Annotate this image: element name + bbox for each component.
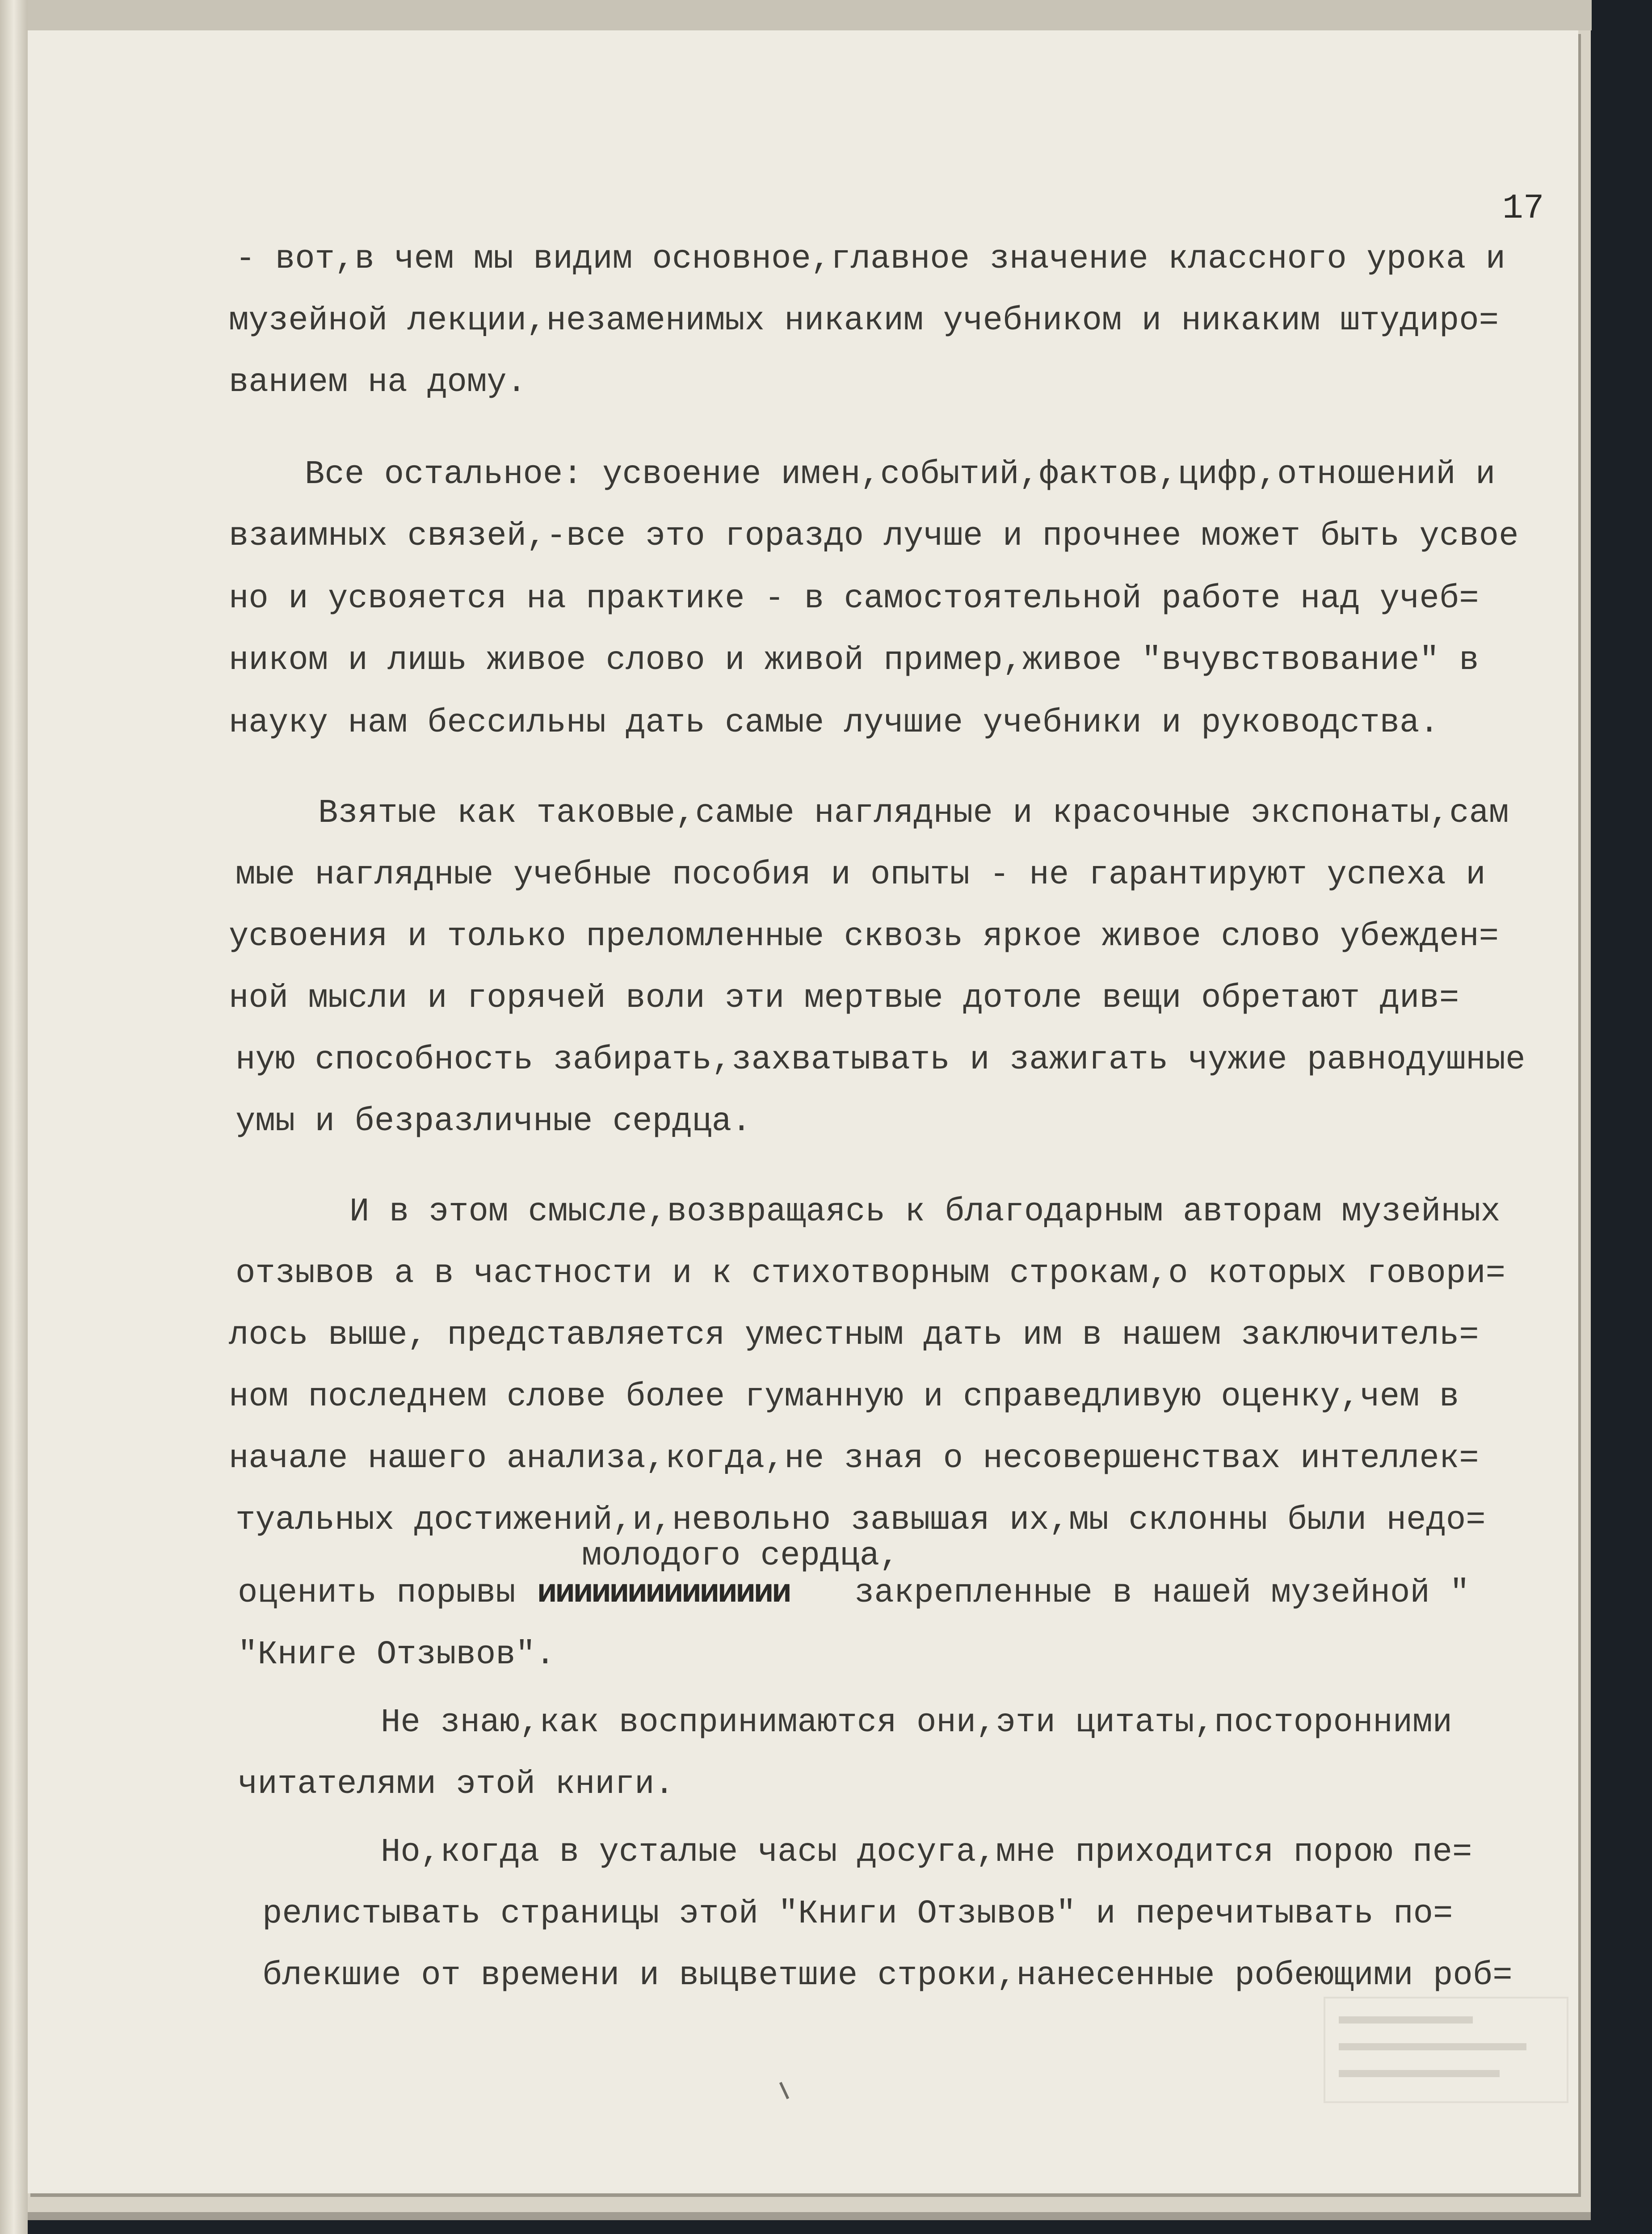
- paper-speck: [779, 2082, 789, 2099]
- faint-stamp: [1324, 1997, 1568, 2103]
- text-line: ную способность забирать,захватывать и зажигать чужие равнодушные: [235, 1041, 1526, 1079]
- handwritten-insertion: молодого сердца,: [582, 1537, 900, 1575]
- text-line: взаимных связей,-все это гораздо лучше и прочнее может быть усвое: [229, 517, 1519, 555]
- text-line: Взятые как таковые,самые наглядные и красочные экспонаты,сам: [318, 795, 1509, 832]
- text-line: - вот,в чем мы видим основное,главное значение классного урока и: [235, 240, 1506, 278]
- text-line: "Книге Отзывов".: [238, 1636, 555, 1674]
- text-line: начале нашего анализа,когда,не зная о несовершенствах интеллек=: [229, 1440, 1479, 1477]
- text-line: ной мысли и горячей воли эти мертвые дотоле вещи обретают див=: [229, 980, 1459, 1017]
- text-line: И в этом смысле,возвращаясь к благодарным авторам музейных: [349, 1193, 1501, 1231]
- text-line: ником и лишь живое слово и живой пример,живое "вчувствование" в: [229, 642, 1479, 679]
- stamp-line: [1339, 2016, 1473, 2024]
- text-line: усвоения и только преломленные сквозь яркое живое слово убежден=: [229, 918, 1499, 955]
- text-line: но и усвояется на практике - в самостоятельной работе над учеб=: [229, 580, 1479, 618]
- page-number: 17: [1502, 189, 1544, 228]
- text-line: закрепленные в нашей музейной ": [854, 1574, 1470, 1612]
- text-line: оценить порывы: [238, 1574, 516, 1612]
- stamp-line: [1339, 2043, 1526, 2050]
- text-line: отзывов а в частности и к стихотворным строкам,о которых говори=: [235, 1255, 1506, 1292]
- top-sheet-edge: [28, 0, 1592, 30]
- text-line: Но,когда в усталые часы досуга,мне приходится порою пе=: [381, 1834, 1472, 1871]
- text-line: ванием на дому.: [229, 364, 527, 401]
- text-line: Не знаю,как воспринимаются они,эти цитаты,посторонними: [381, 1704, 1452, 1742]
- struck-out-text: ииииииииииииии: [537, 1574, 790, 1612]
- text-line: блекшие от времени и выцветшие строки,нанесенные робеющими роб=: [262, 1957, 1513, 1994]
- text-line: музейной лекции,незаменимых никаким учебником и никаким штудиро=: [229, 302, 1499, 340]
- text-line: туальных достижений,и,невольно завышая их,мы склонны были недо=: [235, 1502, 1486, 1539]
- stamp-line: [1339, 2070, 1500, 2077]
- document-page: [28, 30, 1578, 2193]
- text-line: Все остальное: усвоение имен,событий,фактов,цифр,отношений и: [305, 456, 1496, 493]
- text-line: науку нам бессильны дать самые лучшие учебники и руководства.: [229, 704, 1439, 742]
- binding-edge: [0, 0, 28, 2234]
- text-line: лось выше, представляется уместным дать им в нашем заключитель=: [229, 1317, 1479, 1354]
- text-line: релистывать страницы этой "Книги Отзывов" и перечитывать по=: [262, 1895, 1453, 1933]
- text-line: умы и безразличные сердца.: [235, 1103, 752, 1140]
- text-line: мые наглядные учебные пособия и опыты - не гарантируют успеха и: [235, 856, 1486, 894]
- text-line: ном последнем слове более гуманную и справедливую оценку,чем в: [229, 1378, 1459, 1416]
- text-line: читателями этой книги.: [238, 1766, 674, 1803]
